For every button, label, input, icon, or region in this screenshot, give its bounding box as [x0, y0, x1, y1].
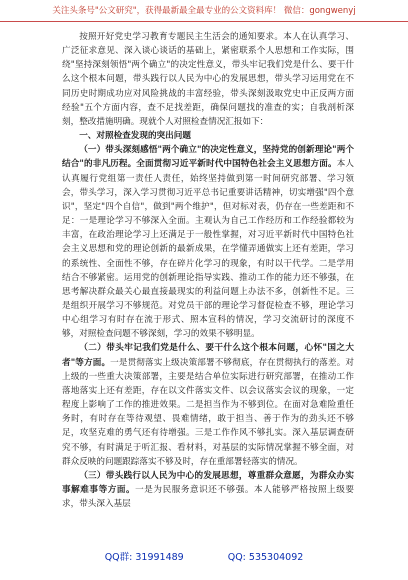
body-paragraph [62, 469, 354, 511]
document-body [62, 30, 354, 511]
section-heading [62, 129, 354, 143]
footer-qq-group: QQ群: 31991489 [104, 552, 184, 563]
text-run: 一是为民服务意识还不够强。本人能够严格按照上级要求，带头深入基层 [62, 485, 354, 510]
text-run: 一、对照检查发现的突出问题 [79, 131, 191, 142]
footer-qq: QQ: 535304092 [227, 552, 304, 563]
text-run: 一是贯彻落实上级决策部署不够彻底，存在贯彻执行的落差。对上级的一些重大决策部署，主要是结合单位实际进行研究部署，在推动工作落地落实上还有差距，存在以文件落实文件、以会议落实会议的现象，一定程度上影响了工作的推进效果。二是担当作为不够到位。在面对急难险重任务时，有时存在等待观望、畏难情绪，敢于担当、善于作为的劲头还不够足，攻坚克难的勇气还有待增强。三是工作作风不够扎实。深入基层调查研究不够，有时满足于听汇报、看材料，对基层的实际情况掌握不够全面，对群众反映的问题跟踪落实不够及时，存在重部署轻落实的情况。 [62, 357, 354, 467]
text-run: 按照开好党史学习教育专题民主生活会的通知要求。本人在认真学习、广泛征求意见、深入谈心谈话的基础上，紧密联系个人思想和工作实际，围绕"坚持深刻领悟"两个确立"的决定性意义，带头牢记我们党是什么、要干什么这个根本问题，带头践行以人民为中心的发展思想，带头学习运用党在不同历史时期成功应对风险挑战的丰富经验，带头深刻汲取党史中正反两方面经验"五个方面内容，查不足找差距，确保问题找的准查的实；自我剖析深刻，整改措施明确。现就个人对照检查情况汇报如下： [62, 32, 354, 127]
promo-banner: 关注头条号"公文研究"，获得最新最全最专业的公文资料库！ 微信：gongwenyj [0, 0, 408, 22]
text-run: 本人认真履行党组第一责任人责任，始终坚持做到第一时间研究部署、学习领会，带头学习，深入学习贯彻习近平总书记重要讲话精神，切实增强"四个意识"，坚定"四个自信"，做到"两个维护"，但对标对表，仍存在一些差距和不足：一是理论学习不够深入全面。主观认为自己工作经历和工作经验都较为丰富，在政治理论学习上还满足于一般性掌握，对习近平新时代中国特色社会主义思想和党的理论创新的最新成果，在学懂弄通做实上还有差距，学习的系统性、全面性不够，存在碎片化学习的现象，有时以干代学。二是学用结合不够紧密。运用党的创新理论指导实践、推动工作的能力还不够强，在思考解决群众最关心最直接最现实的利益问题上办法不多，创新性不足。三是组织开展学习不够规范。对党员干部的理论学习督促检查不够，理论学习中心组学习有时存在流于形式、照本宣科的情况，学习交流研讨的深度不够，对照检查问题不够深刻，学习的效果不够明显。 [62, 159, 354, 340]
footer-bar [0, 548, 408, 580]
bold-run: （二）带头牢记我们党是什么、要干什么这个根本问题，心怀"国之大者"等方面。 [62, 343, 354, 368]
body-paragraph [62, 30, 354, 129]
bold-run: （一）带头深刻感悟"两个确立"的决定性意义，坚持党的创新理论"两个结合"的非凡历程。全面贯彻习近平新时代中国特色社会主义思想方面。 [62, 145, 354, 170]
bold-run: （三）带头践行以人民为中心的发展思想，尊重群众意愿，为群众办实事解难事等方面。 [62, 470, 354, 495]
body-paragraph [62, 143, 354, 341]
body-paragraph [62, 341, 354, 468]
